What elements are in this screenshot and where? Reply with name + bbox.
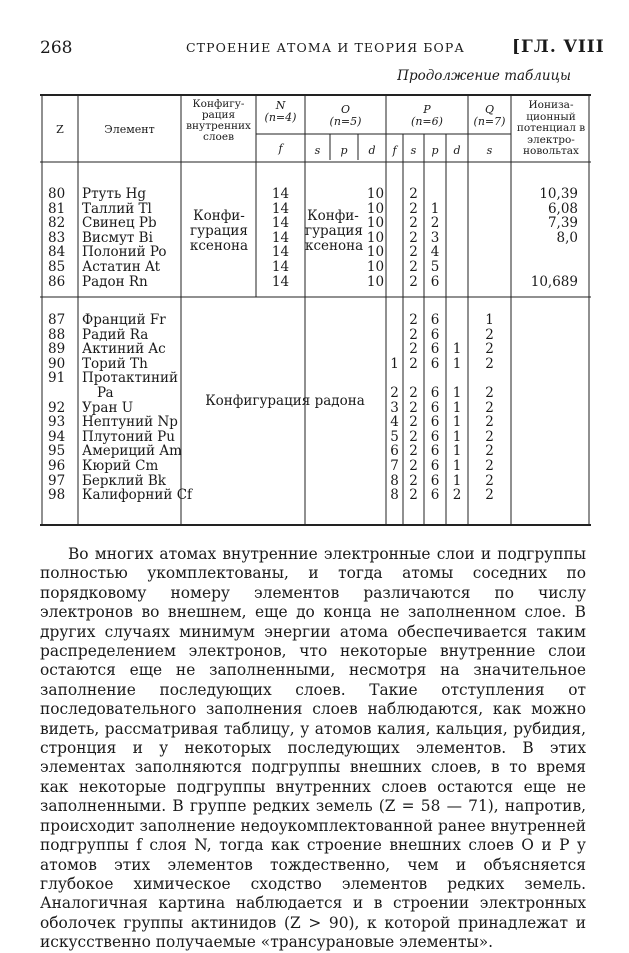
group1-element-cell: Радон Rn xyxy=(82,273,148,290)
group2-q-s-cell: 2 xyxy=(485,457,494,474)
header-inner-config-text: Конфигу-рация внутренних слоев xyxy=(186,98,251,143)
group2-element-cell: Pa xyxy=(97,384,114,401)
group1-p-p-cell xyxy=(424,187,446,202)
page-number: 268 xyxy=(40,38,73,58)
header-p-shell xyxy=(386,104,468,128)
group2-z-cell: 92 xyxy=(48,399,66,416)
group1-o-d-cell: 10 xyxy=(366,186,385,202)
group2-o-f-cell xyxy=(386,328,403,343)
group1-p-s-cell: 2 xyxy=(409,273,418,290)
group1-p-p-cell: 2 xyxy=(430,215,440,232)
group1-ionization-cell xyxy=(518,245,578,260)
group1-inner-config: Конфи-гурация ксенона xyxy=(189,208,249,254)
group1-n-f-cell: 14 xyxy=(271,273,290,290)
group2-p-p-column xyxy=(424,313,446,503)
group2-p-s-cell: 2 xyxy=(409,384,418,401)
group2-o-f-cell: 8 xyxy=(390,472,399,489)
group1-p-s-cell: 2 xyxy=(409,215,418,232)
group2-o-f-cell: 8 xyxy=(390,487,399,504)
group1-n-f-cell: 14 xyxy=(271,244,290,261)
group2-o-f-column xyxy=(386,313,403,503)
group2-p-s-cell: 2 xyxy=(409,399,418,416)
group2-q-s-cell: 2 xyxy=(485,428,494,445)
group1-z-cell: 84 xyxy=(48,244,66,261)
group2-q-s-cell: 2 xyxy=(485,487,494,504)
group1-z-cell: 86 xyxy=(48,273,66,290)
group2-p-p-cell: 6 xyxy=(430,355,440,372)
header-q-shell-sub: (n=7) xyxy=(473,115,506,128)
group2-z-cell: 95 xyxy=(48,443,66,460)
group2-o-f-cell xyxy=(386,313,403,328)
group2-q-s-cell: 2 xyxy=(485,443,494,460)
group1-element-cell: Таллий Tl xyxy=(82,200,152,217)
group2-p-s-cell: 2 xyxy=(409,457,418,474)
group1-n-f-cell: 14 xyxy=(271,200,290,217)
group2-element-column xyxy=(82,313,192,503)
group1-o-d-column xyxy=(365,187,386,289)
group2-q-s-cell: 2 xyxy=(485,355,494,372)
group2-z-cell: 93 xyxy=(48,414,66,431)
group2-p-p-cell: 6 xyxy=(430,399,440,416)
header-o-p: p xyxy=(340,144,348,157)
group1-p-p-column xyxy=(424,187,446,289)
group2-p-d-cell: 2 xyxy=(452,487,462,504)
group1-z-cell: 85 xyxy=(48,258,66,275)
group1-element-cell: Висмут Bi xyxy=(82,229,153,246)
header-n-shell-letter: N xyxy=(275,99,286,112)
group2-p-d-cell: 1 xyxy=(452,443,462,460)
group1-element-column xyxy=(82,187,167,289)
group2-q-s-cell: 2 xyxy=(485,341,494,358)
group2-p-s-cell: 2 xyxy=(409,326,418,343)
header-p-p: p xyxy=(431,144,439,157)
group2-p-s-cell xyxy=(403,371,424,386)
group1-n-f-cell: 14 xyxy=(271,229,290,246)
group2-p-p-cell: 6 xyxy=(430,457,440,474)
header-q-shell-letter: Q xyxy=(484,103,495,116)
group1-p-p-cell: 4 xyxy=(430,244,440,261)
group1-p-s-cell: 2 xyxy=(409,258,418,275)
group2-q-s-cell: 2 xyxy=(485,384,494,401)
group2-z-cell: 97 xyxy=(48,472,66,489)
group2-q-s-cell: 2 xyxy=(485,326,494,343)
header-n-f: f xyxy=(278,142,283,155)
group2-o-f-cell: 1 xyxy=(390,355,399,372)
group2-p-s-cell: 2 xyxy=(409,472,418,489)
group1-element-cell: Полоний Po xyxy=(82,244,167,261)
header-element: Элемент xyxy=(104,123,155,136)
group1-ionization-cell: 10,39 xyxy=(539,186,578,202)
group1-o-d-cell: 10 xyxy=(366,215,385,232)
group2-p-p-cell: 6 xyxy=(430,312,440,328)
group2-z-column xyxy=(48,313,65,503)
group2-element-cell: Америций Am xyxy=(82,443,182,460)
header-n-shell-sub: (n=4) xyxy=(264,111,297,124)
group2-z-cell xyxy=(48,386,65,401)
header-p-shell-sub: (n=6) xyxy=(411,115,443,128)
group1-p-s-column xyxy=(403,187,424,289)
electron-configuration-table xyxy=(40,94,591,526)
group1-o-d-cell: 10 xyxy=(366,244,385,261)
group2-q-s-cell: 2 xyxy=(485,472,494,489)
header-o-shell-sub: (n=5) xyxy=(329,115,362,128)
group2-p-d-cell: 1 xyxy=(452,414,462,431)
body-paragraph xyxy=(40,545,586,953)
header-q-s: s xyxy=(486,144,493,157)
group2-element-cell: Плутоний Pu xyxy=(82,428,175,445)
group2-element-cell: Протактиний xyxy=(82,370,178,387)
group2-element-cell: Нептуний Np xyxy=(82,414,178,431)
group1-z-cell: 81 xyxy=(48,200,66,217)
group2-q-s-cell: 2 xyxy=(485,399,494,416)
group2-p-d-column xyxy=(446,313,468,503)
header-p-d: d xyxy=(453,144,461,157)
group2-element-cell: Актиний Ac xyxy=(82,341,166,358)
group2-o-f-cell: 7 xyxy=(390,457,399,474)
group2-z-cell: 96 xyxy=(48,457,66,474)
group2-q-s-cell xyxy=(468,371,511,386)
group1-p-s-cell: 2 xyxy=(409,229,418,246)
group2-z-cell: 91 xyxy=(48,370,66,387)
group2-element-cell: Калифорний Cf xyxy=(82,487,193,504)
group2-p-d-cell: 1 xyxy=(452,472,462,489)
body-paragraph-text: Во многих атомах внутренние электронные слои и подгруппы полностью укомплектованы, и тогда атомы соседних по порядковому номеру элементов различаются по числу электронов во внешнем, еще до конца не заполненном слое. В других случаях минимум энергии атома обеспечивается таким распределением электронов, что некоторые внутренние слои остаются еще не заполненными, несмотря на значительное заполнение последующих слоев. Такие отступления от последовательного заполнения слоев наблюдаются, как можно видеть, рассматривая таблицу, у атомов калия, кальция, рубидия, стронция и у некоторых последующих элементов. В этих элементах заполняются подгруппы внешних слоев, в то время как некоторые подгруппы внутренних слоев остаются еще не заполненными. В группе редких земель (Z = 58 — 71), напротив, происходит заполнение недоукомплектованной ранее внутренней подгруппы f слоя N, тогда как строение внешних слоев O и P у атомов этих элементов тождественно, чем и объясняется глубокое химическое сходство элементов редких земель. Аналогичная картина наблюдается и в строении электронных оболочек группы актинидов (Z > 90), к которой принадлежат и искусственно получаемые «трансурановые элементы». xyxy=(40,545,586,952)
header-o-f: f xyxy=(392,144,397,157)
table-continuation-label: Продолжение таблицы xyxy=(397,68,571,84)
group1-element-cell: Ртуть Hg xyxy=(82,186,147,202)
header-o-shell-letter: O xyxy=(340,103,351,116)
group2-p-s-column xyxy=(403,313,424,503)
group1-ionization-column xyxy=(518,187,578,289)
group2-p-d-cell xyxy=(446,328,468,343)
group1-element-cell: Астатин At xyxy=(82,258,160,275)
group2-o-f-cell: 6 xyxy=(390,443,399,460)
header-o-s: s xyxy=(314,144,321,157)
group2-element-cell: Франций Fr xyxy=(82,312,166,328)
group2-p-d-cell: 1 xyxy=(452,341,462,358)
group2-element-cell: Торий Th xyxy=(82,355,148,372)
header-o-d: d xyxy=(368,144,376,157)
group1-n-f-cell: 14 xyxy=(271,186,290,202)
group1-p-s-cell: 2 xyxy=(409,186,418,202)
header-p-shell-letter: P xyxy=(423,103,431,116)
group2-z-cell: 98 xyxy=(48,487,66,504)
group2-element-cell: Берклий Bk xyxy=(82,472,166,489)
group2-o-f-cell: 2 xyxy=(390,384,399,401)
group2-z-cell: 87 xyxy=(48,312,66,328)
group2-p-d-cell: 1 xyxy=(452,428,462,445)
group1-o-d-cell: 10 xyxy=(366,229,385,246)
group2-q-s-cell: 2 xyxy=(485,414,494,431)
group1-p-p-cell: 5 xyxy=(430,258,440,275)
group2-element-cell: Уран U xyxy=(82,399,134,416)
group2-p-s-cell: 2 xyxy=(409,443,418,460)
group2-p-p-cell: 6 xyxy=(430,472,440,489)
group2-p-d-cell: 1 xyxy=(452,399,462,416)
group1-p-p-cell: 6 xyxy=(430,273,440,290)
group1-ionization-cell: 10,689 xyxy=(530,273,578,290)
group1-z-column xyxy=(48,187,65,289)
group1-p-s-cell: 2 xyxy=(409,200,418,217)
group2-p-p-cell: 6 xyxy=(430,428,440,445)
group2-p-p-cell: 6 xyxy=(430,326,440,343)
group1-n-f-cell: 14 xyxy=(271,258,290,275)
group1-p-p-cell: 3 xyxy=(430,229,440,246)
group2-z-cell: 90 xyxy=(48,355,66,372)
group2-o-f-cell xyxy=(386,342,403,357)
running-title: СТРОЕНИЕ АТОМА И ТЕОРИЯ БОРА xyxy=(186,40,465,55)
group1-o-config: Конфи-гурация ксенона xyxy=(305,208,364,254)
group2-p-d-cell: 1 xyxy=(452,457,462,474)
header-z: Z xyxy=(56,123,64,136)
group1-p-p-cell: 1 xyxy=(430,200,440,217)
group2-z-cell: 88 xyxy=(48,326,66,343)
group1-n-f-cell: 14 xyxy=(271,215,290,232)
group2-element-cell: Кюрий Cm xyxy=(82,457,159,474)
group2-o-f-cell: 3 xyxy=(390,399,399,416)
group1-z-cell: 82 xyxy=(48,215,66,232)
chapter-reference: [ГЛ. VIII xyxy=(512,37,605,57)
group2-z-cell: 94 xyxy=(48,428,66,445)
group2-p-p-cell: 6 xyxy=(430,341,440,358)
group1-n-f-column xyxy=(256,187,305,289)
group2-p-s-cell: 2 xyxy=(409,341,418,358)
group2-p-d-cell xyxy=(446,313,468,328)
group1-z-cell: 83 xyxy=(48,229,66,246)
header-inner-config xyxy=(181,99,256,143)
header-ionization: Иониза-ционный потенциал в электро-новольтах xyxy=(516,99,586,157)
group2-p-p-cell: 6 xyxy=(430,414,440,431)
group1-ionization-cell: 8,0 xyxy=(556,229,578,246)
group1-ionization-cell xyxy=(518,260,578,275)
group2-z-cell: 89 xyxy=(48,341,66,358)
group2-p-p-cell: 6 xyxy=(430,487,440,504)
group2-o-f-cell: 4 xyxy=(390,414,399,431)
group2-p-d-cell: 1 xyxy=(452,355,462,372)
header-q-shell xyxy=(468,104,511,128)
group2-o-f-cell xyxy=(386,371,403,386)
group2-p-s-cell: 2 xyxy=(409,312,418,328)
group1-o-d-cell: 10 xyxy=(366,258,385,275)
group2-p-d-cell: 1 xyxy=(452,384,462,401)
group1-p-s-cell: 2 xyxy=(409,244,418,261)
group2-p-p-cell: 6 xyxy=(430,443,440,460)
group2-q-s-cell: 1 xyxy=(485,312,494,328)
group2-inner-config: Конфигурация радона xyxy=(205,393,365,409)
group1-element-cell: Свинец Pb xyxy=(82,215,157,232)
group2-p-s-cell: 2 xyxy=(409,414,418,431)
group2-element-cell: Радий Ra xyxy=(82,326,149,343)
group2-p-p-cell xyxy=(424,371,446,386)
header-o-shell xyxy=(305,104,386,128)
group2-p-s-cell: 2 xyxy=(409,487,418,504)
header-n-shell xyxy=(256,100,305,124)
group1-z-cell: 80 xyxy=(48,186,66,202)
group1-o-d-cell: 10 xyxy=(366,200,385,217)
group2-o-f-cell: 5 xyxy=(390,428,399,445)
group1-ionization-cell: 7,39 xyxy=(547,215,578,232)
group2-q-s-column xyxy=(468,313,511,503)
group2-p-d-cell xyxy=(446,371,468,386)
group1-ionization-cell: 6,08 xyxy=(547,200,578,217)
group1-o-d-cell: 10 xyxy=(366,273,385,290)
header-p-s: s xyxy=(410,144,417,157)
group2-p-p-cell: 6 xyxy=(430,384,440,401)
group2-p-s-cell: 2 xyxy=(409,355,418,372)
group2-p-s-cell: 2 xyxy=(409,428,418,445)
